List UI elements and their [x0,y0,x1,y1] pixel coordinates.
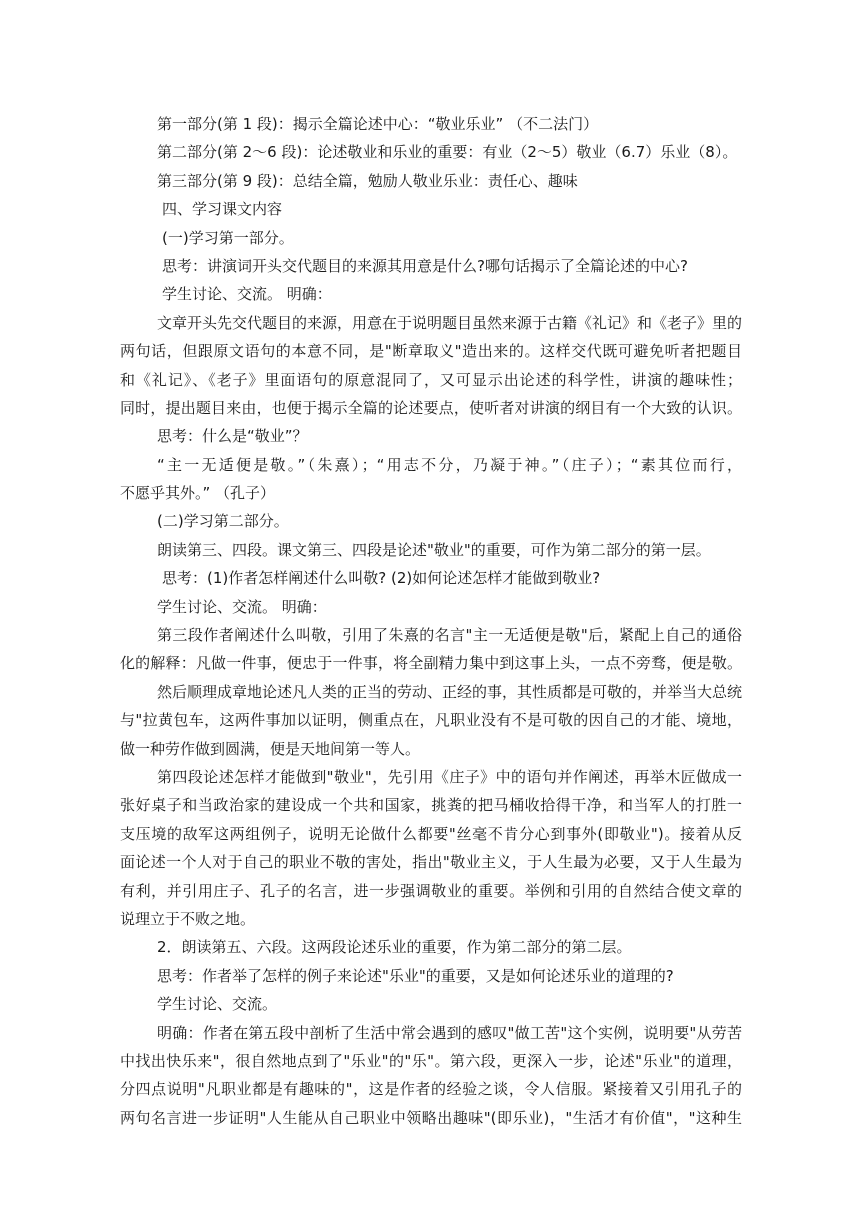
paragraph-line: 分四点说明"凡职业都是有趣味的"，这是作者的经验之谈，令人信服。紧接着又引用孔子的 [120,1080,742,1099]
paragraph-line: 文章开头先交代题目的来源，用意在于说明题目虽然来源于古籍《礼记》和《老子》里的 [157,313,743,332]
quotation-line: “主一无适便是敬。”（朱熹）；“用志不分，乃凝于神。”（庄子）；“素其位而行， [157,455,742,474]
discussion-line: 学生讨论、交流。 [157,995,278,1014]
outline-part-one: 第一部分(第 1 段)：揭示全篇论述中心：“敬业乐业” （不二法门） [157,115,599,133]
section-heading-study: 四、学习课文内容 [162,200,283,219]
question-line: 思考：(1)作者怎样阐述什么叫敬? (2)如何论述怎样才能做到敬业? [162,569,601,588]
question-line: 思考：讲演词开头交代题目的来源其用意是什么?哪句话揭示了全篇论述的中心? [162,256,688,275]
paragraph-line: 支压境的敌军这两组例子，说明无论做什么都要"丝毫不肯分心到事外(即敬业")。接着从反 [120,824,742,843]
paragraph-line: 两句名言进一步证明"人生能从自己职业中领略出趣味"(即乐业)，"生活才有价值"，"这种生 [120,1108,742,1127]
outline-part-two: 第二部分(第 2～6 段)：论述敬业和乐业的重要：有业（2～5）敬业（6.7）乐业（8）。 [157,143,738,162]
paragraph-line: 有利，并引用庄子、孔子的名言，进一步强调敬业的重要。举例和引用的自然结合使文章的 [120,881,742,900]
paragraph-line: 说理立于不败之地。 [120,909,256,928]
document-body [120,110,742,1132]
paragraph-line: 两句话，但跟原文语句的本意不同，是"断章取义"造出来的。这样交代既可避免听者把题目 [120,342,742,361]
paragraph-line: 同时，提出题目来由，也便于揭示全篇的论述要点，使听者对讲演的纲目有一个大致的认识。 [120,398,742,417]
outline-part-three: 第三部分(第 9 段)：总结全篇，勉励人敬业乐业：责任心、趣味 [157,171,578,190]
paragraph-line: 化的解释：凡做一件事，便忠于一件事，将全副精力集中到这事上头，一点不旁骛，便是敬。 [120,654,742,673]
subsection-heading-reading: 2．朗读第五、六段。这两段论述乐业的重要，作为第二部分的第二层。 [157,938,632,957]
paragraph-line: 明确：作者在第五段中剖析了生活中常会遇到的感叹"做工苦"这个实例，说明要"从劳苦 [157,1023,742,1042]
paragraph-line: 第三段作者阐述什么叫敬，引用了朱熹的名言"主一无适便是敬"后，紧配上自己的通俗 [157,626,742,645]
discussion-line: 学生讨论、交流。 明确： [157,597,327,616]
quotation-line: 不愿乎其外。” （孔子） [120,484,276,503]
paragraph-line: 第四段论述怎样才能做到"敬业"，先引用《庄子》中的语句并作阐述，再举木匠做成一 [157,767,742,786]
paragraph-line: 然后顺理成章地论述凡人类的正当的劳动、正经的事，其性质都是可敬的，并举当大总统 [157,682,743,701]
question-line: 思考：什么是“敬业”？ [157,427,308,446]
paragraph-line: 与"拉黄包车，这两件事加以证明，侧重点在，凡职业没有不是可敬的因自己的才能、境地， [120,711,742,730]
paragraph-line: 中找出快乐来"，很自然地点到了"乐业"的"乐"。第六段，更深入一步，论述"乐业"的道理， [120,1051,742,1070]
subsection-heading-part-two: (二)学习第二部分。 [157,512,289,531]
paragraph-line: 面论述一个人对于自己的职业不敬的害处，指出"敬业主义，于人生最为必要，又于人生最为 [120,853,742,872]
paragraph-line: 朗读第三、四段。课文第三、四段是论述"敬业"的重要，可作为第二部分的第一层。 [157,540,711,559]
question-line: 思考：作者举了怎样的例子来论述"乐业"的重要，又是如何论述乐业的道理的? [157,966,674,985]
paragraph-line: 张好桌子和当政治家的建设成一个共和国家，挑粪的把马桶收拾得干净，和当军人的打胜一 [120,796,742,815]
discussion-line: 学生讨论、交流。 明确： [162,285,332,304]
paragraph-line: 和《礼记》、《老子》里面语句的原意混同了，又可显示出论述的科学性，讲演的趣味性； [120,370,742,389]
paragraph-line: 做一种劳作做到圆满，便是天地间第一等人。 [120,739,421,758]
subsection-heading-part-one: (一)学习第一部分。 [162,228,294,247]
